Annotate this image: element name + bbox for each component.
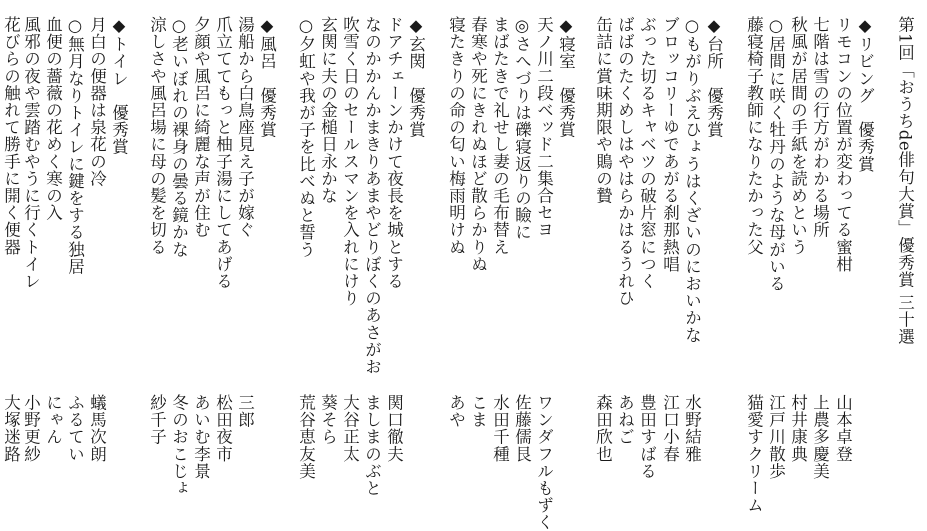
- section-heading-entrance: ◆玄関 優秀賞: [406, 16, 426, 139]
- section-heading-kitchen: ◆台所 優秀賞: [704, 16, 724, 139]
- entry-marker: ○: [682, 16, 702, 36]
- haiku-text: 涼しさや風呂場に母の髪を切る: [147, 16, 167, 256]
- haiku-author: あや: [446, 394, 466, 429]
- haiku-author: 上農多慶美: [810, 394, 830, 480]
- haiku-author: こま: [468, 394, 488, 429]
- haiku-entry: [616, 16, 633, 307]
- haiku-entry: [767, 16, 784, 292]
- haiku-text: ぶった切るキャベツの破片窓につく: [637, 16, 657, 290]
- haiku-entry: [88, 16, 105, 187]
- haiku-text: 缶詰に賞味期限や鵙の贄: [593, 16, 613, 205]
- haiku-author: あねご: [615, 394, 635, 446]
- haiku-text: 花びらの触れて勝手に開く便器: [1, 16, 21, 256]
- haiku-entry: [745, 16, 762, 255]
- haiku-entry: [638, 16, 655, 290]
- haiku-author: 佐藤儒艮: [512, 394, 532, 463]
- haiku-entry: [341, 16, 358, 307]
- section-heading-living: ◆リビング 優秀賞: [855, 16, 875, 173]
- haiku-entry: [683, 16, 700, 343]
- haiku-author: 豊田すばる: [637, 394, 657, 480]
- haiku-text: 秋風が居間の手紙を読めという: [788, 16, 808, 256]
- haiku-author: 森田欣也: [593, 394, 613, 463]
- haiku-text: 七階は雪の行方がわかる場所: [810, 16, 830, 239]
- haiku-entry: [66, 16, 83, 275]
- haiku-entry: [535, 16, 552, 238]
- haiku-entry: [789, 16, 806, 255]
- haiku-entry: [22, 16, 39, 290]
- entry-marker: ○: [169, 16, 189, 36]
- haiku-text: さへづりは礫寝返りの瞼に: [512, 35, 532, 241]
- section-heading-bedroom: ◆寝室 優秀賞: [556, 16, 576, 139]
- haiku-author: 関口徹夫: [384, 394, 404, 463]
- haiku-text: 湯船から白鳥座見え子が嫁ぐ: [235, 16, 255, 239]
- haiku-text: 血便の薔薇の花めく寒の入: [43, 16, 63, 222]
- haiku-author: 三郎: [235, 394, 255, 429]
- haiku-author: 江口小春: [660, 394, 680, 463]
- haiku-entry: [214, 16, 231, 290]
- haiku-entry: [811, 16, 828, 238]
- haiku-text: 天ノ川二段ベッド二集合セヨ: [534, 16, 554, 239]
- haiku-entry: [661, 16, 678, 273]
- haiku-text: 居間に咲く牡丹のような母がいる: [766, 35, 786, 293]
- haiku-entry: [2, 16, 19, 255]
- haiku-entry: [834, 16, 851, 273]
- haiku-author: 江戸川散歩: [766, 394, 786, 480]
- haiku-entry: [491, 16, 508, 255]
- haiku-text: 玄関に夫の金槌日永かな: [318, 16, 338, 205]
- haiku-entry: [385, 16, 402, 290]
- haiku-author: 大谷正太: [340, 394, 360, 463]
- haiku-text: 寝たきりの命の匂い梅雨明けぬ: [446, 16, 466, 256]
- haiku-author: 山本卓登: [833, 394, 853, 463]
- haiku-author: 大塚迷路: [1, 394, 21, 463]
- haiku-text: 藤寝椅子教師になりたかった父: [744, 16, 764, 256]
- section-heading-bath: ◆風呂 優秀賞: [257, 16, 277, 139]
- haiku-entry: [170, 16, 187, 258]
- haiku-author: 水田千種: [490, 394, 510, 463]
- haiku-author: 小野更紗: [21, 394, 41, 463]
- haiku-entry: [594, 16, 611, 204]
- haiku-author: 蟻馬次朗: [87, 394, 107, 463]
- entry-marker: ○: [766, 16, 786, 36]
- haiku-author: あいむ李景: [191, 394, 211, 480]
- haiku-entry: [447, 16, 464, 255]
- haiku-text: もがりぶえひょうはくざいのにおいかな: [682, 35, 702, 344]
- haiku-text: 吹雪く日のセールスマンを入れにけり: [340, 16, 360, 307]
- entry-marker: ○: [65, 16, 85, 36]
- haiku-author: にゃん: [43, 394, 63, 446]
- haiku-entry: [513, 16, 530, 241]
- haiku-author: 松田夜市: [213, 394, 233, 463]
- haiku-author: ワンダフルもずく: [534, 394, 554, 531]
- haiku-text: 春寒や死にきれぬほど散らかりぬ: [468, 16, 488, 273]
- haiku-author: 葵そら: [318, 394, 338, 446]
- haiku-text: 無月なりトイレに鍵をする独居: [65, 35, 85, 276]
- haiku-author: 村井康典: [788, 394, 808, 463]
- haiku-text: リモコンの位置が変わってる蜜柑: [833, 16, 853, 273]
- haiku-entry: [297, 16, 314, 258]
- haiku-author: 猫愛すクリーム: [744, 394, 764, 514]
- haiku-author: 紗千子: [147, 394, 167, 446]
- page-title: 第1回「おうちde俳句大賞」優秀賞 三十選: [895, 16, 915, 346]
- haiku-text: ブロッコリーゆであがる刹那熱唱: [660, 16, 680, 273]
- haiku-author: 水野結雅: [682, 394, 702, 463]
- haiku-text: 風邪の夜や雲踏むやうに行くトイレ: [21, 16, 41, 290]
- haiku-text: 老いぼれの裸身の曇る鏡かな: [169, 35, 189, 258]
- haiku-entry: [44, 16, 61, 221]
- entry-marker: ◎: [512, 16, 532, 36]
- haiku-text: ドアチェーンかけて夜長を城とする: [384, 16, 404, 290]
- haiku-text: 月白の便器は泉花の冷: [87, 16, 107, 187]
- section-heading-toilet: ◆トイレ 優秀賞: [109, 16, 129, 156]
- haiku-author: 冬のおこじょ: [169, 394, 189, 497]
- haiku-text: まばたきで礼せし妻の毛布替え: [490, 16, 510, 256]
- haiku-author: ましまのぶと: [362, 394, 382, 497]
- entry-marker: ○: [296, 16, 316, 36]
- haiku-entry: [363, 16, 380, 375]
- haiku-text: なのかかんかまきりあまやどりぼくのあさがお: [362, 16, 382, 376]
- haiku-entry: [236, 16, 253, 238]
- haiku-text: 夕虹や我が子を比べぬと誓う: [296, 35, 316, 258]
- haiku-entry: [469, 16, 486, 273]
- haiku-author: ふるてい: [65, 394, 85, 463]
- haiku-author: 荒谷恵友美: [296, 394, 316, 480]
- haiku-text: 爪立ててもっと柚子湯にしてあげる: [213, 16, 233, 290]
- haiku-entry: [192, 16, 209, 238]
- haiku-entry: [148, 16, 165, 255]
- haiku-entry: [319, 16, 336, 204]
- haiku-text: ばばのたくめしはやはらかはるうれひ: [615, 16, 635, 307]
- haiku-text: 夕顔や風呂に綺麗な声が住む: [191, 16, 211, 239]
